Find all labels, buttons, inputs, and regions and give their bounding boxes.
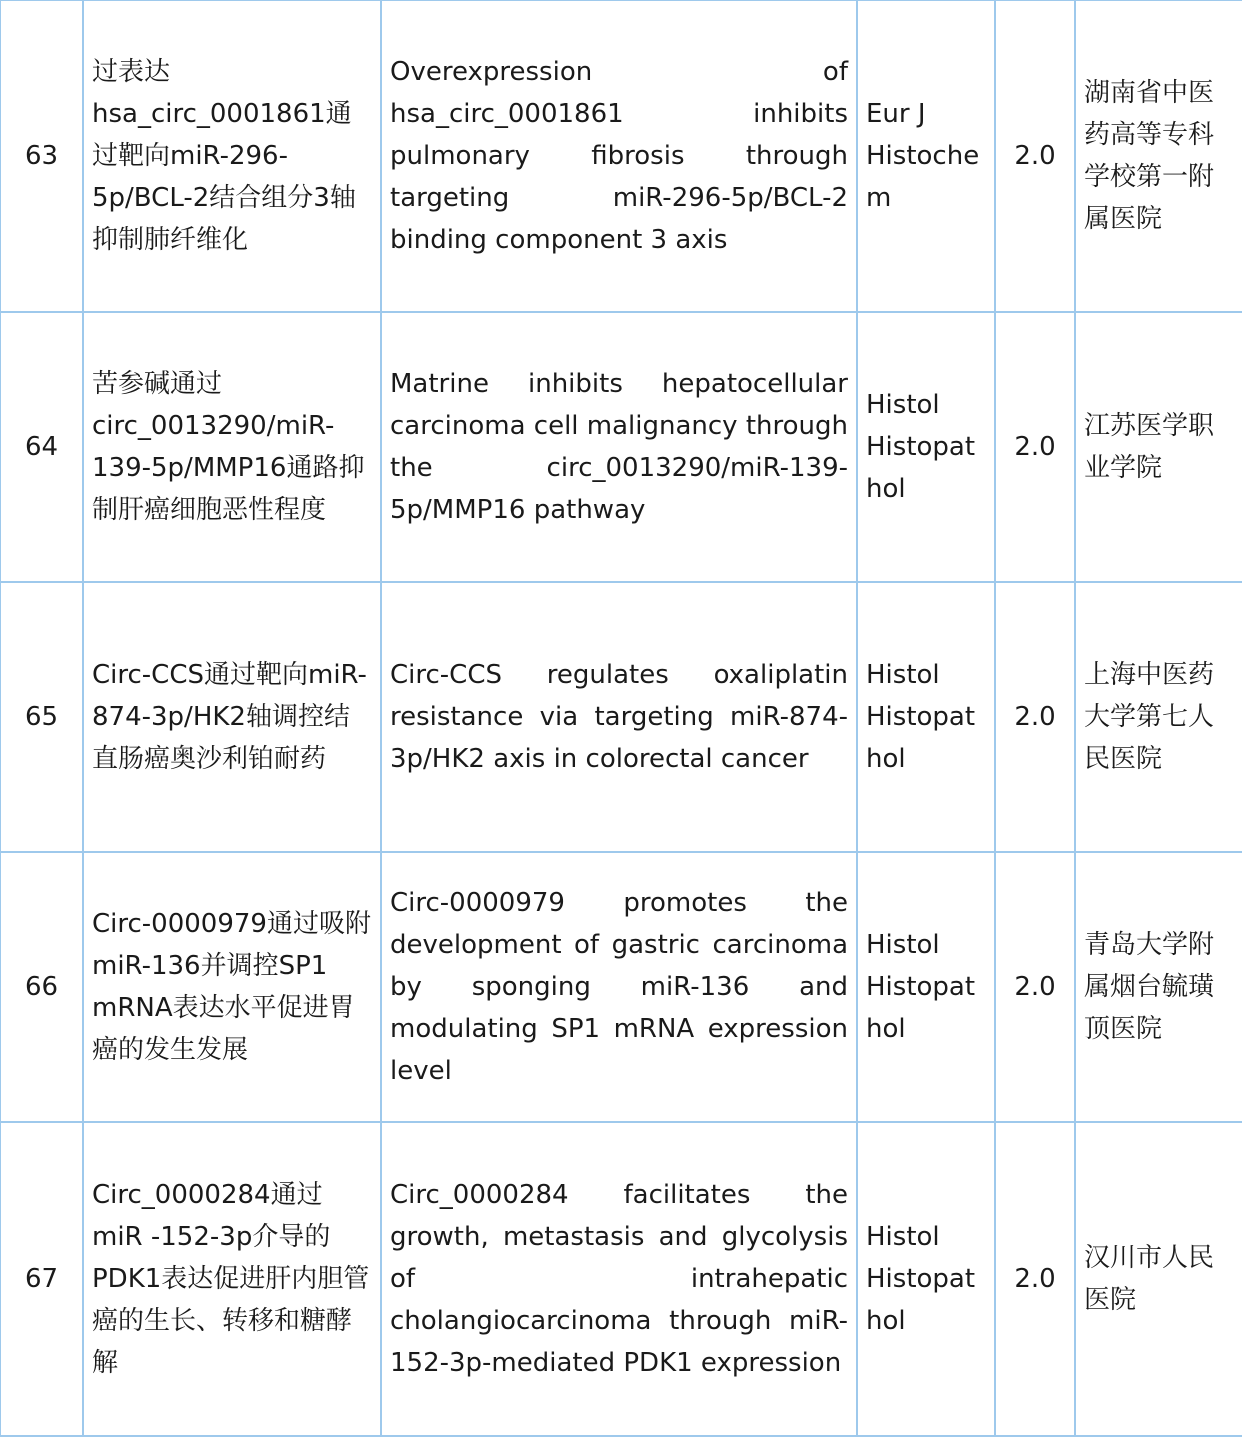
table-row bbox=[0, 1122, 1242, 1436]
title-english: Matrine inhibits hepatocellular carcinoma cell malignancy through the circ_0013290/miR-139-5p/MMP16 pathway bbox=[381, 312, 857, 582]
impact-factor: 2.0 bbox=[995, 1122, 1075, 1436]
table-row bbox=[0, 312, 1242, 582]
institution: 上海中医药大学第七人民医院 bbox=[1075, 582, 1242, 852]
title-english: Overexpression of hsa_circ_0001861 inhibits pulmonary fibrosis through targeting miR-296-5p/BCL-2 binding component 3 axis bbox=[381, 0, 857, 312]
row-number: 64 bbox=[0, 312, 83, 582]
institution: 江苏医学职业学院 bbox=[1075, 312, 1242, 582]
impact-factor: 2.0 bbox=[995, 582, 1075, 852]
title-chinese: Circ-0000979通过吸附miR-136并调控SP1 mRNA表达水平促进胃癌的发生发展 bbox=[83, 852, 381, 1122]
journal-name: Eur J Histochem bbox=[857, 0, 995, 312]
journal-name: Histol Histopathol bbox=[857, 582, 995, 852]
title-english: Circ-0000979 promotes the development of gastric carcinoma by sponging miR-136 and modulating SP1 mRNA expression level bbox=[381, 852, 857, 1122]
title-chinese: Circ_0000284通过miR -152-3p介导的PDK1表达促进肝内胆管癌的生长、转移和糖酵解 bbox=[83, 1122, 381, 1436]
journal-name: Histol Histopathol bbox=[857, 852, 995, 1122]
row-number: 63 bbox=[0, 0, 83, 312]
journal-name: Histol Histopathol bbox=[857, 1122, 995, 1436]
row-number: 66 bbox=[0, 852, 83, 1122]
institution: 汉川市人民医院 bbox=[1075, 1122, 1242, 1436]
title-english: Circ_0000284 facilitates the growth, metastasis and glycolysis of intrahepatic cholangiocarcinoma through miR-152-3p-mediated PDK1 expression bbox=[381, 1122, 857, 1436]
title-chinese: 苦参碱通过circ_0013290/miR-139-5p/MMP16通路抑制肝癌细胞恶性程度 bbox=[83, 312, 381, 582]
table-row bbox=[0, 0, 1242, 312]
institution: 湖南省中医药高等专科学校第一附属医院 bbox=[1075, 0, 1242, 312]
table-row bbox=[0, 582, 1242, 852]
impact-factor: 2.0 bbox=[995, 852, 1075, 1122]
table-row bbox=[0, 852, 1242, 1122]
title-english: Circ-CCS regulates oxaliplatin resistance via targeting miR-874-3p/HK2 axis in colorectal cancer bbox=[381, 582, 857, 852]
institution: 青岛大学附属烟台毓璜顶医院 bbox=[1075, 852, 1242, 1122]
row-number: 65 bbox=[0, 582, 83, 852]
row-number: 67 bbox=[0, 1122, 83, 1436]
journal-name: Histol Histopathol bbox=[857, 312, 995, 582]
impact-factor: 2.0 bbox=[995, 0, 1075, 312]
impact-factor: 2.0 bbox=[995, 312, 1075, 582]
title-chinese: Circ-CCS通过靶向miR-874-3p/HK2轴调控结直肠癌奥沙利铂耐药 bbox=[83, 582, 381, 852]
title-chinese: 过表达hsa_circ_0001861通过靶向miR-296-5p/BCL-2结合组分3轴抑制肺纤维化 bbox=[83, 0, 381, 312]
